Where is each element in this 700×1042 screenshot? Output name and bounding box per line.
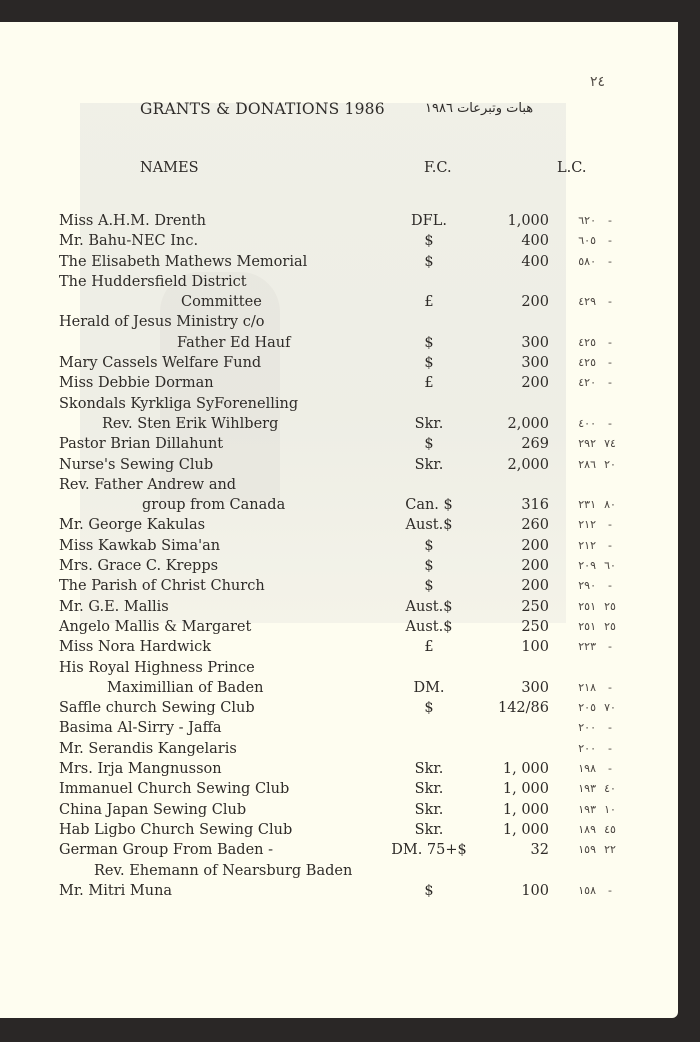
foreign-amount: 1, 000 bbox=[502, 781, 549, 798]
table-row bbox=[59, 840, 619, 860]
foreign-amount: 200 bbox=[521, 578, 549, 595]
local-currency-fraction: - bbox=[608, 741, 612, 755]
local-currency-amount: ١٩٣ bbox=[578, 782, 596, 796]
table-row bbox=[59, 800, 619, 820]
table-row bbox=[59, 881, 619, 901]
local-currency-amount: ٢١٢ bbox=[578, 518, 596, 532]
donor-name: Nurse's Sewing Club bbox=[59, 456, 214, 473]
local-currency-fraction: - bbox=[608, 295, 612, 309]
donor-name: Rev. Father Andrew and bbox=[59, 476, 237, 493]
page-title: GRANTS & DONATIONS 1986 bbox=[140, 100, 385, 118]
local-currency-amount: ٢٩٠ bbox=[578, 579, 596, 593]
foreign-currency: Skr. bbox=[414, 456, 444, 473]
local-currency-fraction: ٨٠ bbox=[604, 498, 616, 512]
foreign-amount: 100 bbox=[521, 639, 549, 656]
local-currency-amount: ٢٠٠ bbox=[578, 721, 596, 735]
table-row bbox=[59, 455, 619, 475]
local-currency-amount: ٥٨٠ bbox=[578, 254, 596, 268]
foreign-amount: 1, 000 bbox=[502, 821, 549, 838]
table-row bbox=[59, 739, 619, 759]
local-currency-fraction: - bbox=[608, 376, 612, 390]
donor-name: Miss Nora Hardwick bbox=[59, 639, 212, 656]
foreign-currency: Skr. bbox=[414, 415, 444, 432]
page-number: ٢٤ bbox=[590, 74, 606, 90]
local-currency-fraction: ٢٥ bbox=[604, 619, 616, 633]
local-currency-fraction: - bbox=[608, 680, 612, 694]
foreign-currency: $ bbox=[424, 436, 434, 453]
table-row bbox=[59, 576, 619, 596]
local-currency-fraction: - bbox=[608, 538, 612, 552]
local-currency-amount: ٦٢٠ bbox=[578, 214, 596, 227]
foreign-amount: 200 bbox=[521, 294, 549, 311]
local-currency-amount: ٢٩٢ bbox=[578, 437, 596, 451]
foreign-currency: Aust.$ bbox=[405, 598, 453, 615]
donor-name: Saffle church Sewing Club bbox=[59, 700, 255, 717]
local-currency-amount: ١٥٨ bbox=[578, 883, 596, 897]
donor-name: Miss Debbie Dorman bbox=[59, 375, 214, 392]
local-currency-fraction: ٧٠ bbox=[604, 701, 616, 715]
donor-name: The Huddersfield District bbox=[59, 273, 247, 290]
foreign-currency: Skr. bbox=[414, 781, 444, 798]
local-currency-fraction: - bbox=[608, 518, 612, 532]
local-currency-fraction: ٦٠ bbox=[604, 559, 616, 573]
local-currency-amount: ١٨٩ bbox=[578, 822, 596, 836]
table-row bbox=[59, 434, 619, 454]
foreign-amount: 1, 000 bbox=[502, 801, 549, 818]
foreign-currency: $ bbox=[424, 253, 434, 270]
local-currency-amount: ٢٠٥ bbox=[578, 701, 596, 715]
foreign-currency: Skr. bbox=[414, 761, 444, 778]
local-currency-amount: ٢٣١ bbox=[578, 498, 596, 512]
page-title-arabic: هبات وتبرعات ١٩٨٦ bbox=[425, 101, 534, 116]
foreign-amount: 32 bbox=[530, 842, 549, 859]
donor-name: group from Canada bbox=[142, 497, 286, 514]
foreign-currency: $ bbox=[424, 355, 434, 372]
local-currency-fraction: ٤٠ bbox=[604, 782, 616, 796]
table-row bbox=[59, 515, 619, 535]
local-currency-amount: ٢٥١ bbox=[578, 599, 596, 613]
local-currency-fraction: ٤٥ bbox=[604, 822, 616, 836]
foreign-amount: 400 bbox=[521, 233, 549, 250]
local-currency-amount: ١٩٨ bbox=[578, 762, 596, 776]
foreign-currency: $ bbox=[424, 334, 434, 351]
donor-name: Committee bbox=[181, 294, 262, 311]
column-header-lc: L.C. bbox=[557, 160, 587, 176]
local-currency-amount: ٢٢٣ bbox=[578, 640, 596, 654]
donor-name: Father Ed Hauf bbox=[177, 334, 291, 351]
table-row bbox=[59, 556, 619, 576]
donor-name: Mr. Mitri Muna bbox=[59, 882, 173, 899]
foreign-currency: Skr. bbox=[414, 821, 444, 838]
local-currency-amount: ٤٢٥ bbox=[578, 335, 596, 349]
local-currency-amount: ٢٥١ bbox=[578, 619, 596, 633]
table-row bbox=[59, 394, 619, 414]
table-row bbox=[59, 333, 619, 353]
foreign-amount: 2,000 bbox=[507, 415, 549, 432]
local-currency-fraction: - bbox=[608, 335, 612, 349]
local-currency-fraction: - bbox=[608, 234, 612, 248]
local-currency-fraction: ٢٢ bbox=[604, 843, 616, 857]
foreign-currency: DFL. bbox=[411, 213, 447, 229]
foreign-currency: £ bbox=[424, 294, 434, 311]
local-currency-amount: ٢١٨ bbox=[578, 680, 596, 694]
donor-name: Mrs. Irja Mangnusson bbox=[59, 761, 222, 778]
table-row bbox=[59, 231, 619, 251]
local-currency-amount: ٤٢٩ bbox=[578, 295, 596, 309]
foreign-amount: 250 bbox=[521, 618, 549, 635]
donor-name: Immanuel Church Sewing Club bbox=[59, 781, 290, 798]
donor-name: Mr. Serandis Kangelaris bbox=[59, 740, 237, 757]
donor-name: Maximillian of Baden bbox=[107, 679, 264, 696]
foreign-amount: 316 bbox=[521, 497, 549, 514]
foreign-currency: Aust.$ bbox=[405, 618, 453, 635]
column-header-fc: F.C. bbox=[424, 160, 452, 176]
table-row bbox=[59, 678, 619, 698]
foreign-currency: DM. bbox=[413, 679, 445, 696]
local-currency-amount: ٤٠٠ bbox=[578, 416, 596, 430]
table-row bbox=[59, 637, 619, 657]
local-currency-amount: ٢١٢ bbox=[578, 538, 596, 552]
table-row bbox=[59, 658, 619, 678]
foreign-currency: £ bbox=[424, 375, 434, 392]
donor-name: The Parish of Christ Church bbox=[59, 578, 265, 595]
donor-name: Mrs. Grace C. Krepps bbox=[59, 558, 219, 575]
table-row bbox=[59, 373, 619, 393]
local-currency-amount: ١٥٩ bbox=[578, 843, 596, 857]
local-currency-fraction: ٢٠ bbox=[604, 457, 616, 471]
foreign-currency: $ bbox=[424, 233, 434, 250]
local-currency-amount: ٢٠٩ bbox=[578, 559, 596, 573]
table-row bbox=[59, 536, 619, 556]
foreign-amount: 1, 000 bbox=[502, 761, 549, 778]
foreign-currency: $ bbox=[424, 578, 434, 595]
local-currency-fraction: - bbox=[608, 640, 612, 654]
table-row bbox=[59, 718, 619, 738]
table-row bbox=[59, 312, 619, 332]
donor-name: German Group From Baden - bbox=[59, 842, 274, 859]
donor-name: Basima Al-Sirry - Jaffa bbox=[59, 720, 222, 737]
foreign-amount: 142/86 bbox=[497, 700, 549, 717]
donor-name: Mr. G.E. Mallis bbox=[59, 598, 169, 615]
donor-name: Rev. Sten Erik Wihlberg bbox=[102, 415, 279, 432]
donor-name: Hab Ligbo Church Sewing Club bbox=[59, 821, 293, 838]
donor-name: Mr. Bahu-NEC Inc. bbox=[59, 233, 199, 250]
donor-name: Angelo Mallis & Margaret bbox=[59, 618, 252, 635]
local-currency-amount: ٢٠٠ bbox=[578, 741, 596, 755]
table-row bbox=[59, 617, 619, 637]
local-currency-fraction: - bbox=[608, 721, 612, 735]
local-currency-amount: ٦٠٥ bbox=[578, 234, 596, 248]
table-row bbox=[59, 597, 619, 617]
foreign-currency: Aust.$ bbox=[405, 517, 453, 534]
table-row bbox=[59, 495, 619, 515]
foreign-amount: 2,000 bbox=[507, 456, 549, 473]
foreign-amount: 260 bbox=[521, 517, 549, 534]
table-row bbox=[59, 211, 619, 231]
foreign-amount: 269 bbox=[521, 436, 549, 453]
column-header-names: NAMES bbox=[140, 160, 199, 176]
local-currency-amount: ٤٢٥ bbox=[578, 356, 596, 370]
donor-name: The Elisabeth Mathews Memorial bbox=[59, 253, 308, 270]
foreign-amount: 400 bbox=[521, 253, 549, 270]
local-currency-amount: ٤٢٠ bbox=[578, 376, 596, 390]
foreign-currency: $ bbox=[424, 700, 434, 717]
foreign-currency: Can. $ bbox=[405, 497, 453, 514]
foreign-amount: 300 bbox=[521, 679, 549, 696]
foreign-currency: $ bbox=[424, 882, 434, 899]
foreign-amount: 250 bbox=[521, 598, 549, 615]
donations-table bbox=[59, 211, 619, 901]
table-row bbox=[59, 779, 619, 799]
local-currency-fraction: - bbox=[608, 254, 612, 268]
foreign-amount: 300 bbox=[521, 334, 549, 351]
donor-name: His Royal Highness Prince bbox=[59, 659, 255, 676]
donor-name: Miss A.H.M. Drenth bbox=[59, 213, 207, 229]
table-row bbox=[59, 353, 619, 373]
local-currency-fraction: - bbox=[608, 214, 612, 227]
donor-name: China Japan Sewing Club bbox=[59, 801, 247, 818]
local-currency-fraction: - bbox=[608, 356, 612, 370]
table-row bbox=[59, 475, 619, 495]
foreign-currency: DM. 75+$ bbox=[391, 842, 467, 859]
donor-name: Rev. Ehemann of Nearsburg Baden bbox=[94, 862, 353, 879]
table-row bbox=[59, 759, 619, 779]
foreign-currency: £ bbox=[424, 639, 434, 656]
local-currency-fraction: ١٠ bbox=[604, 802, 616, 816]
foreign-currency: $ bbox=[424, 537, 434, 554]
donor-name: Herald of Jesus Ministry c/o bbox=[59, 314, 265, 331]
table-row bbox=[59, 292, 619, 312]
donor-name: Skondals Kyrkliga SyForenelling bbox=[59, 395, 299, 412]
foreign-amount: 200 bbox=[521, 558, 549, 575]
donor-name: Mary Cassels Welfare Fund bbox=[59, 355, 262, 372]
local-currency-amount: ١٩٣ bbox=[578, 802, 596, 816]
local-currency-fraction: - bbox=[608, 416, 612, 430]
local-currency-fraction: ٧٤ bbox=[604, 437, 616, 451]
table-row bbox=[59, 272, 619, 292]
donor-name: Miss Kawkab Sima'an bbox=[59, 537, 221, 554]
local-currency-amount: ٢٨٦ bbox=[578, 457, 596, 471]
foreign-amount: 200 bbox=[521, 537, 549, 554]
foreign-amount: 200 bbox=[521, 375, 549, 392]
foreign-amount: 100 bbox=[521, 882, 549, 899]
foreign-amount: 300 bbox=[521, 355, 549, 372]
donor-name: Pastor Brian Dillahunt bbox=[59, 436, 224, 453]
table-row bbox=[59, 414, 619, 434]
foreign-amount: 1,000 bbox=[507, 213, 549, 229]
local-currency-fraction: - bbox=[608, 762, 612, 776]
local-currency-fraction: - bbox=[608, 883, 612, 897]
table-row bbox=[59, 820, 619, 840]
local-currency-fraction: ٢٥ bbox=[604, 599, 616, 613]
table-row bbox=[59, 861, 619, 881]
foreign-currency: Skr. bbox=[414, 801, 444, 818]
local-currency-fraction: - bbox=[608, 579, 612, 593]
donor-name: Mr. George Kakulas bbox=[59, 517, 206, 534]
foreign-currency: $ bbox=[424, 558, 434, 575]
table-row bbox=[59, 252, 619, 272]
table-row bbox=[59, 698, 619, 718]
